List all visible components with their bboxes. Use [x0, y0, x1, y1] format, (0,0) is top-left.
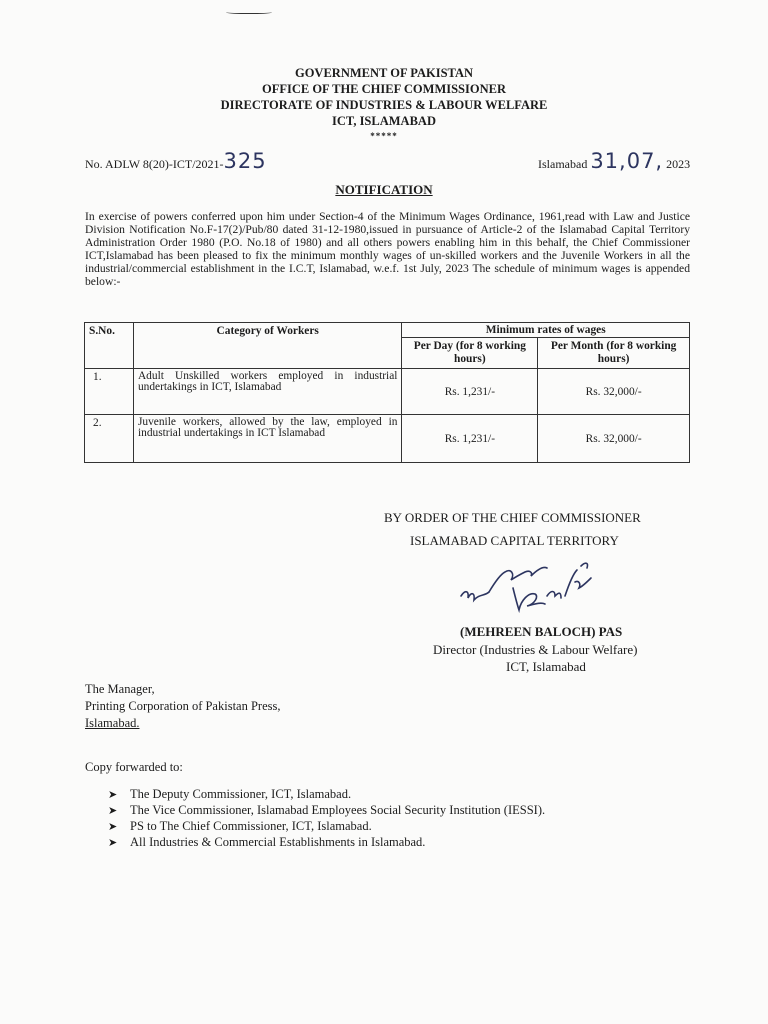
list-item: ➤ The Vice Commissioner, Islamabad Employees Social Security Institution (IESSI). — [108, 803, 546, 817]
header-location: ICT, ISLAMABAD — [332, 114, 436, 128]
signatory-designation: Director (Industries & Labour Welfare) — [433, 642, 638, 657]
reference-year: 2023 — [666, 157, 691, 171]
row-category: Adult Unskilled workers employed in industrial undertakings in ICT, Islamabad — [133, 369, 402, 415]
header-government: GOVERNMENT OF PAKISTAN — [294, 66, 474, 80]
column-header-per-month: Per Month (for 8 working hours) — [538, 338, 690, 369]
addressee-line-1: The Manager, — [85, 682, 155, 696]
arrow-bullet-icon: ➤ — [108, 820, 118, 833]
column-header-minimum-rates: Minimum rates of wages — [402, 323, 690, 338]
addressee-block — [85, 681, 280, 732]
order-line-2: ISLAMABAD CAPITAL TERRITORY — [410, 533, 619, 548]
copy-forwarded-list — [108, 786, 668, 850]
minimum-wages-table — [84, 322, 690, 463]
reference-number-handwritten: 325 — [223, 149, 267, 173]
row-per-day: Rs. 1,231/- — [402, 369, 538, 415]
table-row — [85, 369, 690, 415]
signature-scribble — [455, 552, 615, 624]
arrow-bullet-icon: ➤ — [108, 788, 118, 801]
row-sno: 1. — [85, 369, 134, 415]
column-header-per-day: Per Day (for 8 working hours) — [402, 338, 538, 369]
row-per-day: Rs. 1,231/- — [402, 415, 538, 463]
reference-number — [85, 149, 267, 173]
signatory-office: ICT, Islamabad — [506, 659, 586, 674]
row-category: Juvenile workers, allowed by the law, employed in industrial undertakings in ICT Islamabad — [133, 415, 402, 463]
row-sno: 2. — [85, 415, 134, 463]
table-row — [85, 415, 690, 463]
reference-number-prefix: No. ADLW 8(20)-ICT/2021- — [85, 157, 224, 171]
row-per-month: Rs. 32,000/- — [538, 369, 690, 415]
signatory-name: (MEHREEN BALOCH) PAS — [460, 624, 623, 639]
notification-title: NOTIFICATION — [335, 182, 433, 197]
list-item: ➤ The Deputy Commissioner, ICT, Islamabad. — [108, 787, 352, 801]
column-header-category: Category of Workers — [133, 323, 402, 369]
reference-place: Islamabad — [538, 157, 588, 171]
header-directorate: DIRECTORATE OF INDUSTRIES & LABOUR WELFARE — [220, 98, 548, 112]
reference-date-handwritten: 31,07, — [590, 149, 664, 173]
copy-forwarded-heading: Copy forwarded to: — [85, 760, 183, 774]
column-header-sno: S.No. — [85, 323, 134, 369]
reference-date — [538, 149, 690, 173]
header-stars: ***** — [370, 131, 398, 141]
list-item: ➤ All Industries & Commercial Establishments in Islamabad. — [108, 835, 426, 849]
row-per-month: Rs. 32,000/- — [538, 415, 690, 463]
table-header-row — [85, 323, 690, 338]
list-item: ➤ PS to The Chief Commissioner, ICT, Islamabad. — [108, 819, 372, 833]
header-office: OFFICE OF THE CHIEF COMMISSIONER — [261, 82, 506, 96]
addressee-line-2: Printing Corporation of Pakistan Press, — [85, 699, 281, 713]
arrow-bullet-icon: ➤ — [108, 804, 118, 817]
notification-body: In exercise of powers conferred upon him under Section-4 of the Minimum Wages Ordinance, 1961,read with Law and Justice Division Notification No.F-17(2)/Pub/80 dated 31-12-1980,issued in pursuance of Article-2 of the Islamabad Capital Territory Administration Order 1980 (P.O. No.18 of 1980) and all others powers enabling him in this behalf, the Chief Commissioner ICT,Islamabad has been pleased to fix the minimum monthly wages of un-skilled workers and the Juvenile Workers in all the industrial/commercial establishment in the I.C.T, Islamabad, w.e.f. 1st July, 2023 The schedule of minimum wages is appended below:- — [85, 210, 690, 288]
addressee-line-3: Islamabad. — [85, 716, 140, 730]
order-line-1: BY ORDER OF THE CHIEF COMMISSIONER — [384, 510, 641, 525]
arrow-bullet-icon: ➤ — [108, 836, 118, 849]
top-pen-mark — [226, 10, 272, 14]
